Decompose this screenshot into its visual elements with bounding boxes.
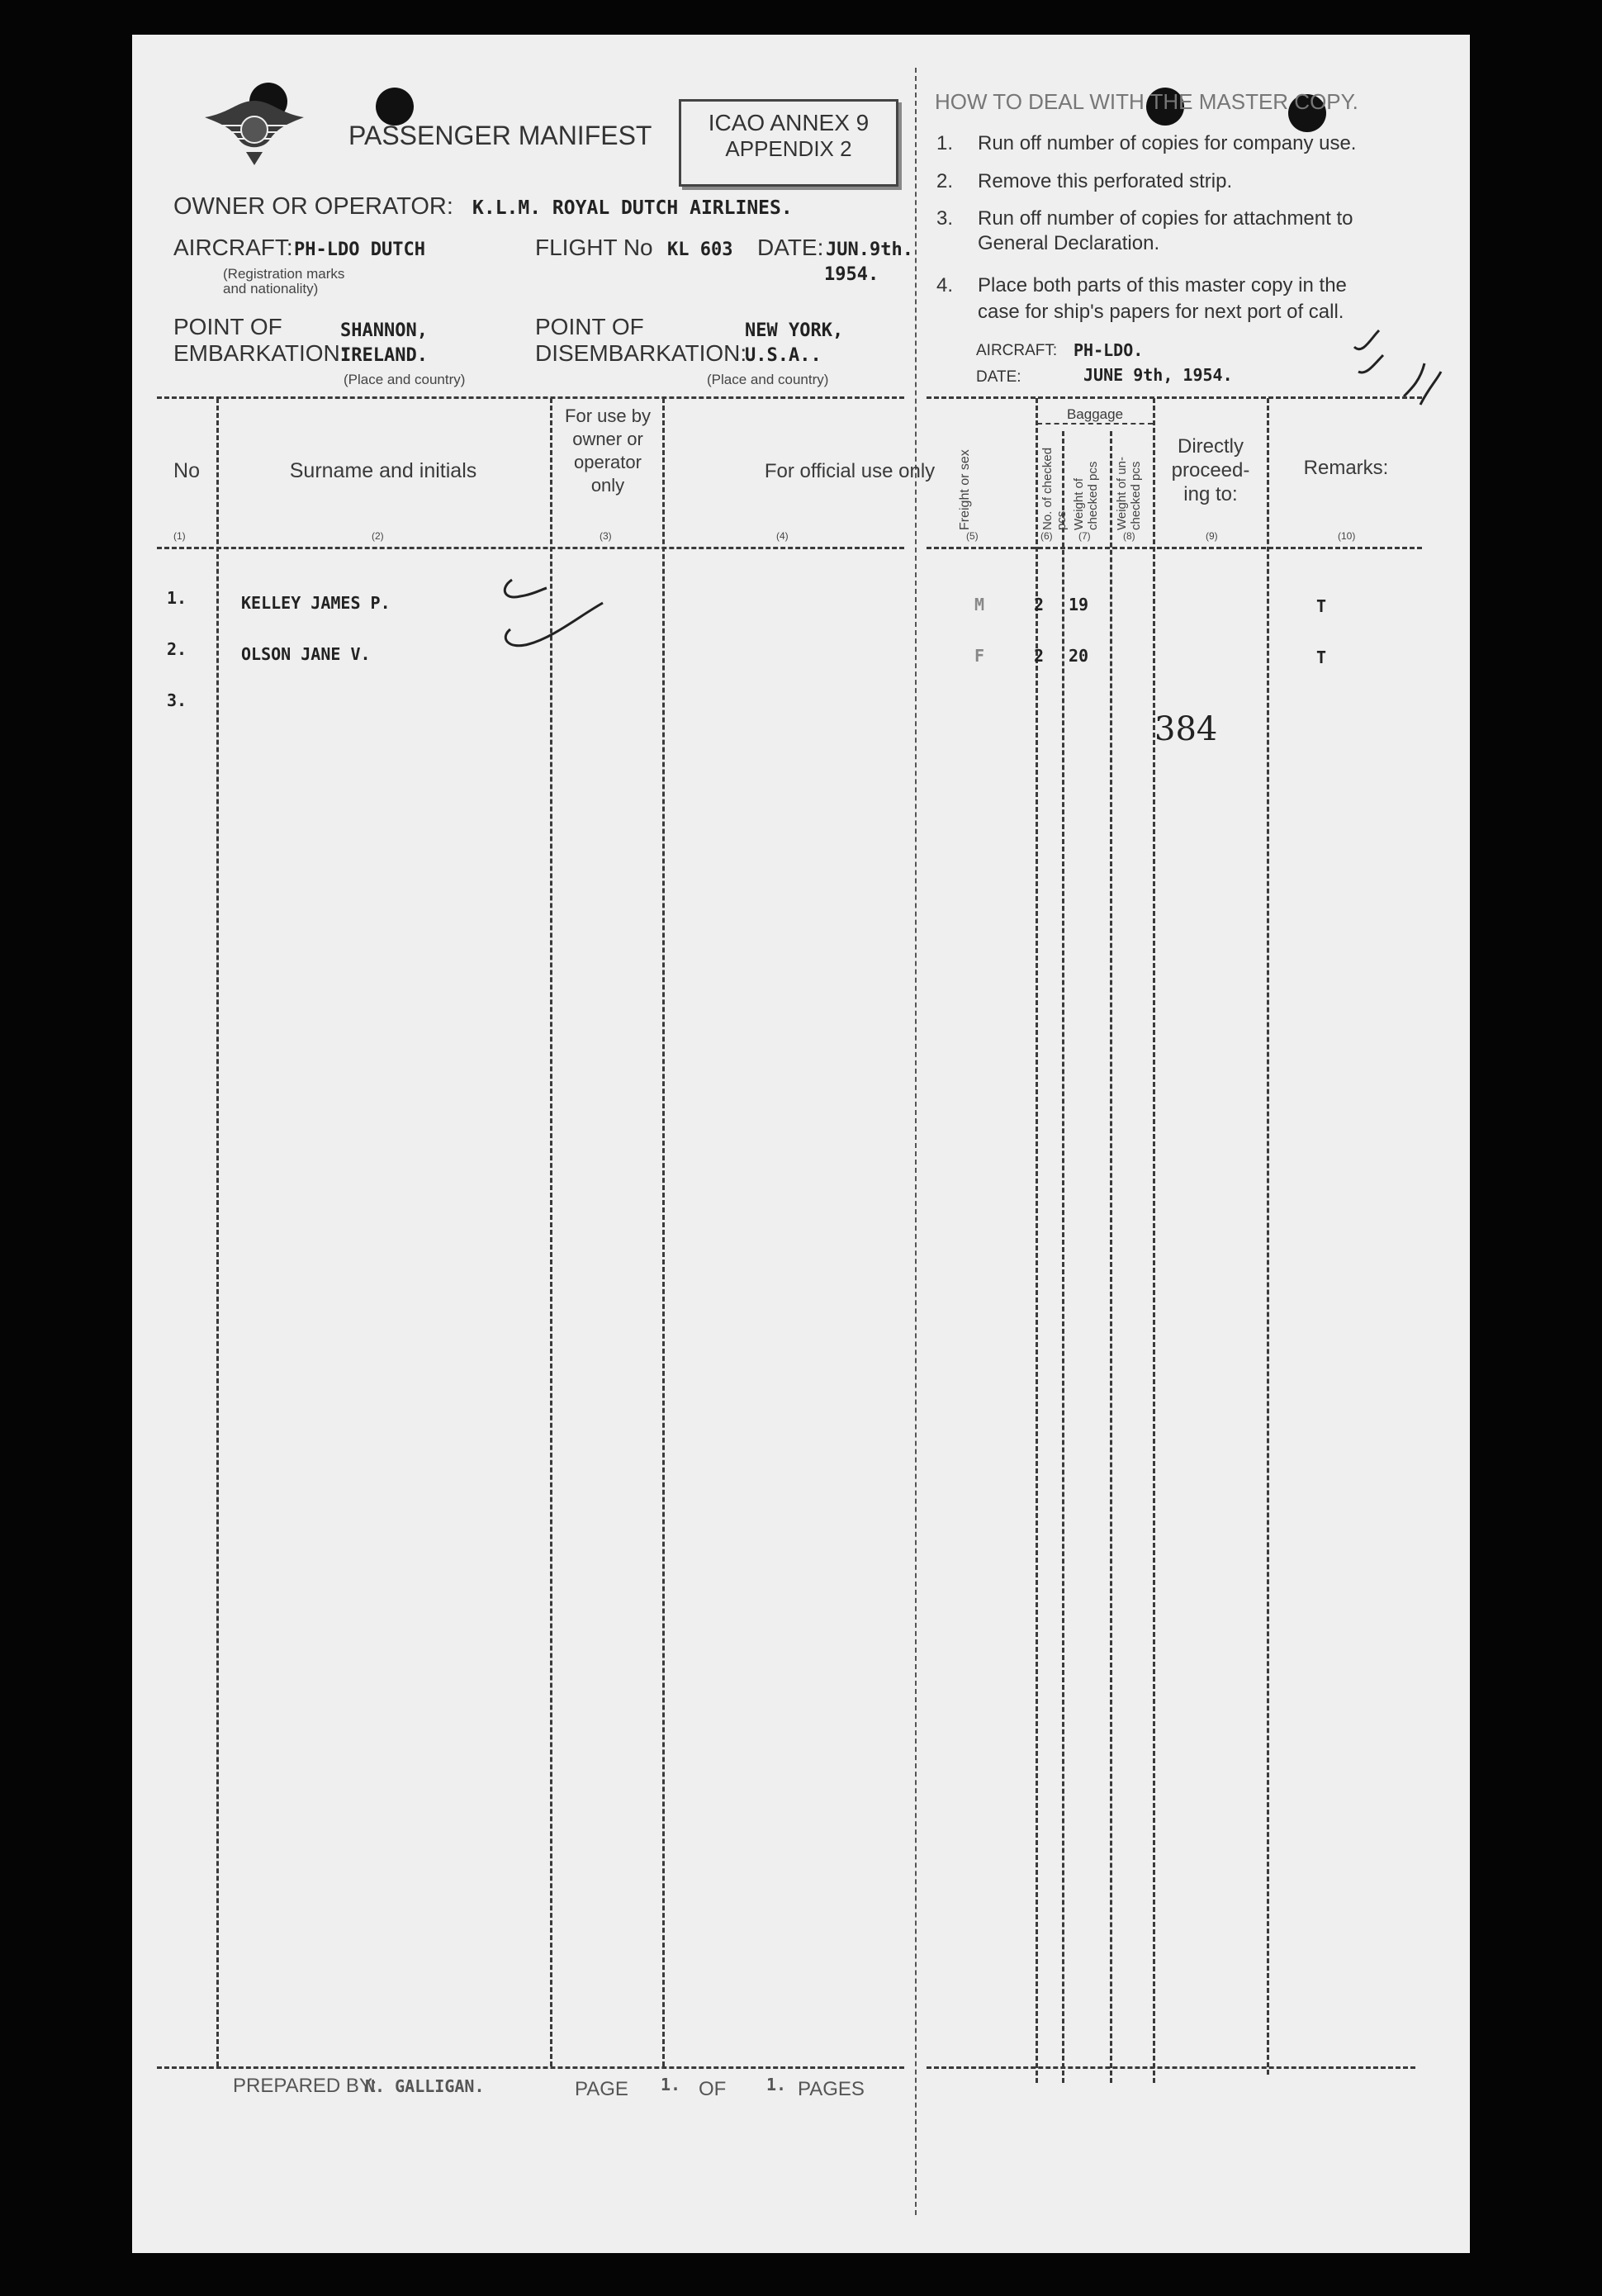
embark-note: (Place and country) [344,372,466,387]
table-top-rule [927,396,1422,399]
column-divider [662,398,665,2066]
row-name: OLSON JANE V. [241,644,371,664]
date-value: JUN.9th. [826,240,913,260]
column-divider [1267,398,1269,2075]
row-sex: F [974,646,985,666]
col-number: (5) [966,530,979,542]
col-header-owner-use: For use by owner or operator only [565,406,651,496]
table-bottom-rule [927,2066,1415,2069]
embark-label: POINT OF [173,314,282,339]
col-number: (9) [1206,530,1218,542]
row-sex: M [974,595,985,614]
check-mark-icon [495,572,611,662]
instruction-text: Run off number of copies for company use. [978,132,1357,154]
row-remarks: T [1316,596,1327,616]
icao-box [679,99,898,187]
strip-date-label: DATE: [976,368,1021,386]
col-header-freight: Freight or sex [958,449,972,530]
aircraft-value: PH-LDO DUTCH [294,240,425,260]
perforation-line [915,68,917,2215]
row-pcs: 2 [1034,595,1045,614]
instruction-num: 2. [936,170,954,192]
column-divider [1062,431,1064,2083]
of-label: OF [699,2078,727,2100]
row-no: 1. [167,588,187,608]
klm-logo-icon [188,93,320,167]
icao-appendix: APPENDIX 2 [725,136,852,161]
disembark-value: NEW YORK, [745,320,844,341]
table-bottom-rule [157,2066,904,2069]
aircraft-note: (Registration marks [223,266,345,282]
instruction-text: General Declaration. [978,232,1160,254]
instruction-text: Run off number of copies for attachment to [978,207,1353,230]
row-weight: 20 [1069,646,1089,666]
header-bottom-rule [157,547,904,549]
icao-annex: ICAO ANNEX 9 [708,110,870,135]
disembark-label: DISEMBARKATION: [535,340,747,366]
instruction-item [936,273,1347,325]
row-name: KELLEY JAMES P. [241,593,391,613]
col-number: (7) [1078,530,1091,542]
instruction-text: Place both parts of this master copy in the [978,274,1347,296]
instruction-num: 1. [936,132,954,154]
total-value: 1. [766,2075,787,2094]
column-divider [1110,431,1112,2083]
owner-value: K.L.M. ROYAL DUTCH AIRLINES. [472,197,793,219]
instruction-item [936,170,1233,193]
col-number: (8) [1123,530,1135,542]
manifest-page [132,35,1470,2253]
col-header-weight: Weight of checked pcs [1072,461,1100,530]
strip-aircraft-label: AIRCRAFT: [976,342,1058,359]
col-header-directly: Directly proceed-ing to: [1171,435,1250,505]
disembark-label: POINT OF [535,314,644,339]
page-value: 1. [661,2075,681,2094]
col-number: (3) [600,530,612,542]
date-label: DATE: [757,235,824,260]
instructions-heading: HOW TO DEAL WITH THE MASTER COPY. [935,89,1358,114]
instruction-item [936,132,1357,155]
embark-label: EMBARKATION: [173,340,347,366]
date-value: 1954. [824,264,879,285]
column-divider [1153,398,1155,2083]
pages-label: PAGES [798,2078,865,2100]
col-header-remarks: Remarks: [1303,457,1389,479]
flight-label: FLIGHT No [535,235,653,260]
page-label: PAGE [575,2078,628,2100]
col-header-unchecked: Weight of un-checked pcs [1115,457,1143,530]
col-header-no: No [173,459,200,482]
embark-value: IRELAND. [340,345,428,366]
instruction-num: 3. [936,207,954,230]
col-number: (4) [776,530,789,542]
header-bottom-rule [927,547,1422,549]
col-header-baggage: Baggage [1066,406,1124,422]
strip-aircraft-value: PH-LDO. [1074,340,1144,360]
row-no: 2. [167,639,187,659]
instruction-text: Remove this perforated strip. [978,170,1233,192]
instruction-text: case for ship's papers for next port of call. [978,301,1344,323]
row-no: 3. [167,690,187,710]
col-header-official: For official use only [764,460,936,482]
table-top-rule [157,396,904,399]
col-header-name: Surname and initials [289,459,477,482]
instruction-num: 4. [936,274,954,296]
column-divider [216,398,219,2066]
instruction-item [936,206,1353,256]
embark-value: SHANNON, [340,320,428,341]
aircraft-label: AIRCRAFT: [173,235,293,260]
prepared-value: N. GALLIGAN. [365,2076,485,2096]
col-header-checked: No. of checked pcs [1040,447,1069,530]
col-number: (10) [1338,530,1356,542]
disembark-note: (Place and country) [707,372,829,387]
row-pcs: 2 [1034,646,1045,666]
col-number: (1) [173,530,186,542]
aircraft-note: and nationality) [223,281,319,296]
prepared-label: PREPARED BY: [233,2075,377,2097]
stamp-number: 384 [1154,710,1218,748]
col-number: (2) [372,530,384,542]
owner-label: OWNER OR OPERATOR: [173,193,453,220]
col-number: (6) [1040,530,1053,542]
check-mark-icon [1346,322,1445,421]
row-weight: 19 [1069,595,1089,614]
form-title: PASSENGER MANIFEST [348,121,652,150]
row-remarks: T [1316,648,1327,667]
disembark-value: U.S.A.. [745,345,822,366]
strip-date-value: JUNE 9th, 1954. [1083,365,1233,385]
flight-value: KL 603 [667,240,733,260]
